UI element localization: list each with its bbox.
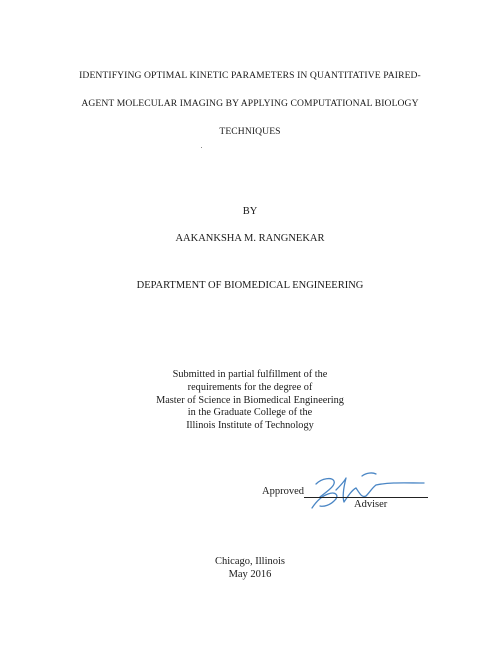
approved-label: Approved — [262, 486, 304, 497]
author-name: AAKANKSHA M. RANGNEKAR — [175, 233, 325, 244]
department-name: DEPARTMENT OF BIOMEDICAL ENGINEERING — [136, 280, 364, 291]
submission-line: Illinois Institute of Technology — [186, 420, 314, 432]
title-line-2: AGENT MOLECULAR IMAGING BY APPLYING COMPUTATIONAL BIOLOGY — [81, 98, 419, 109]
date: May 2016 — [228, 569, 272, 580]
submission-line: Master of Science in Biomedical Engineering — [156, 394, 344, 406]
submission-line: Submitted in partial fulfillment of the — [172, 369, 328, 380]
submission-line: in the Graduate College of the — [187, 407, 313, 419]
title-line-1: IDENTIFYING OPTIMAL KINETIC PARAMETERS IN QUANTITATIVE PAIRED- — [79, 70, 421, 81]
approval-block — [262, 470, 437, 520]
by-label: BY — [242, 206, 258, 217]
scan-speck — [201, 147, 202, 148]
place: Chicago, Illinois — [215, 556, 285, 567]
signature-line — [304, 497, 428, 498]
submission-line: requirements for the degree of — [187, 381, 313, 393]
submission-statement — [0, 369, 500, 433]
title-line-3: TECHNIQUES — [219, 126, 281, 137]
adviser-label: Adviser — [354, 499, 388, 510]
